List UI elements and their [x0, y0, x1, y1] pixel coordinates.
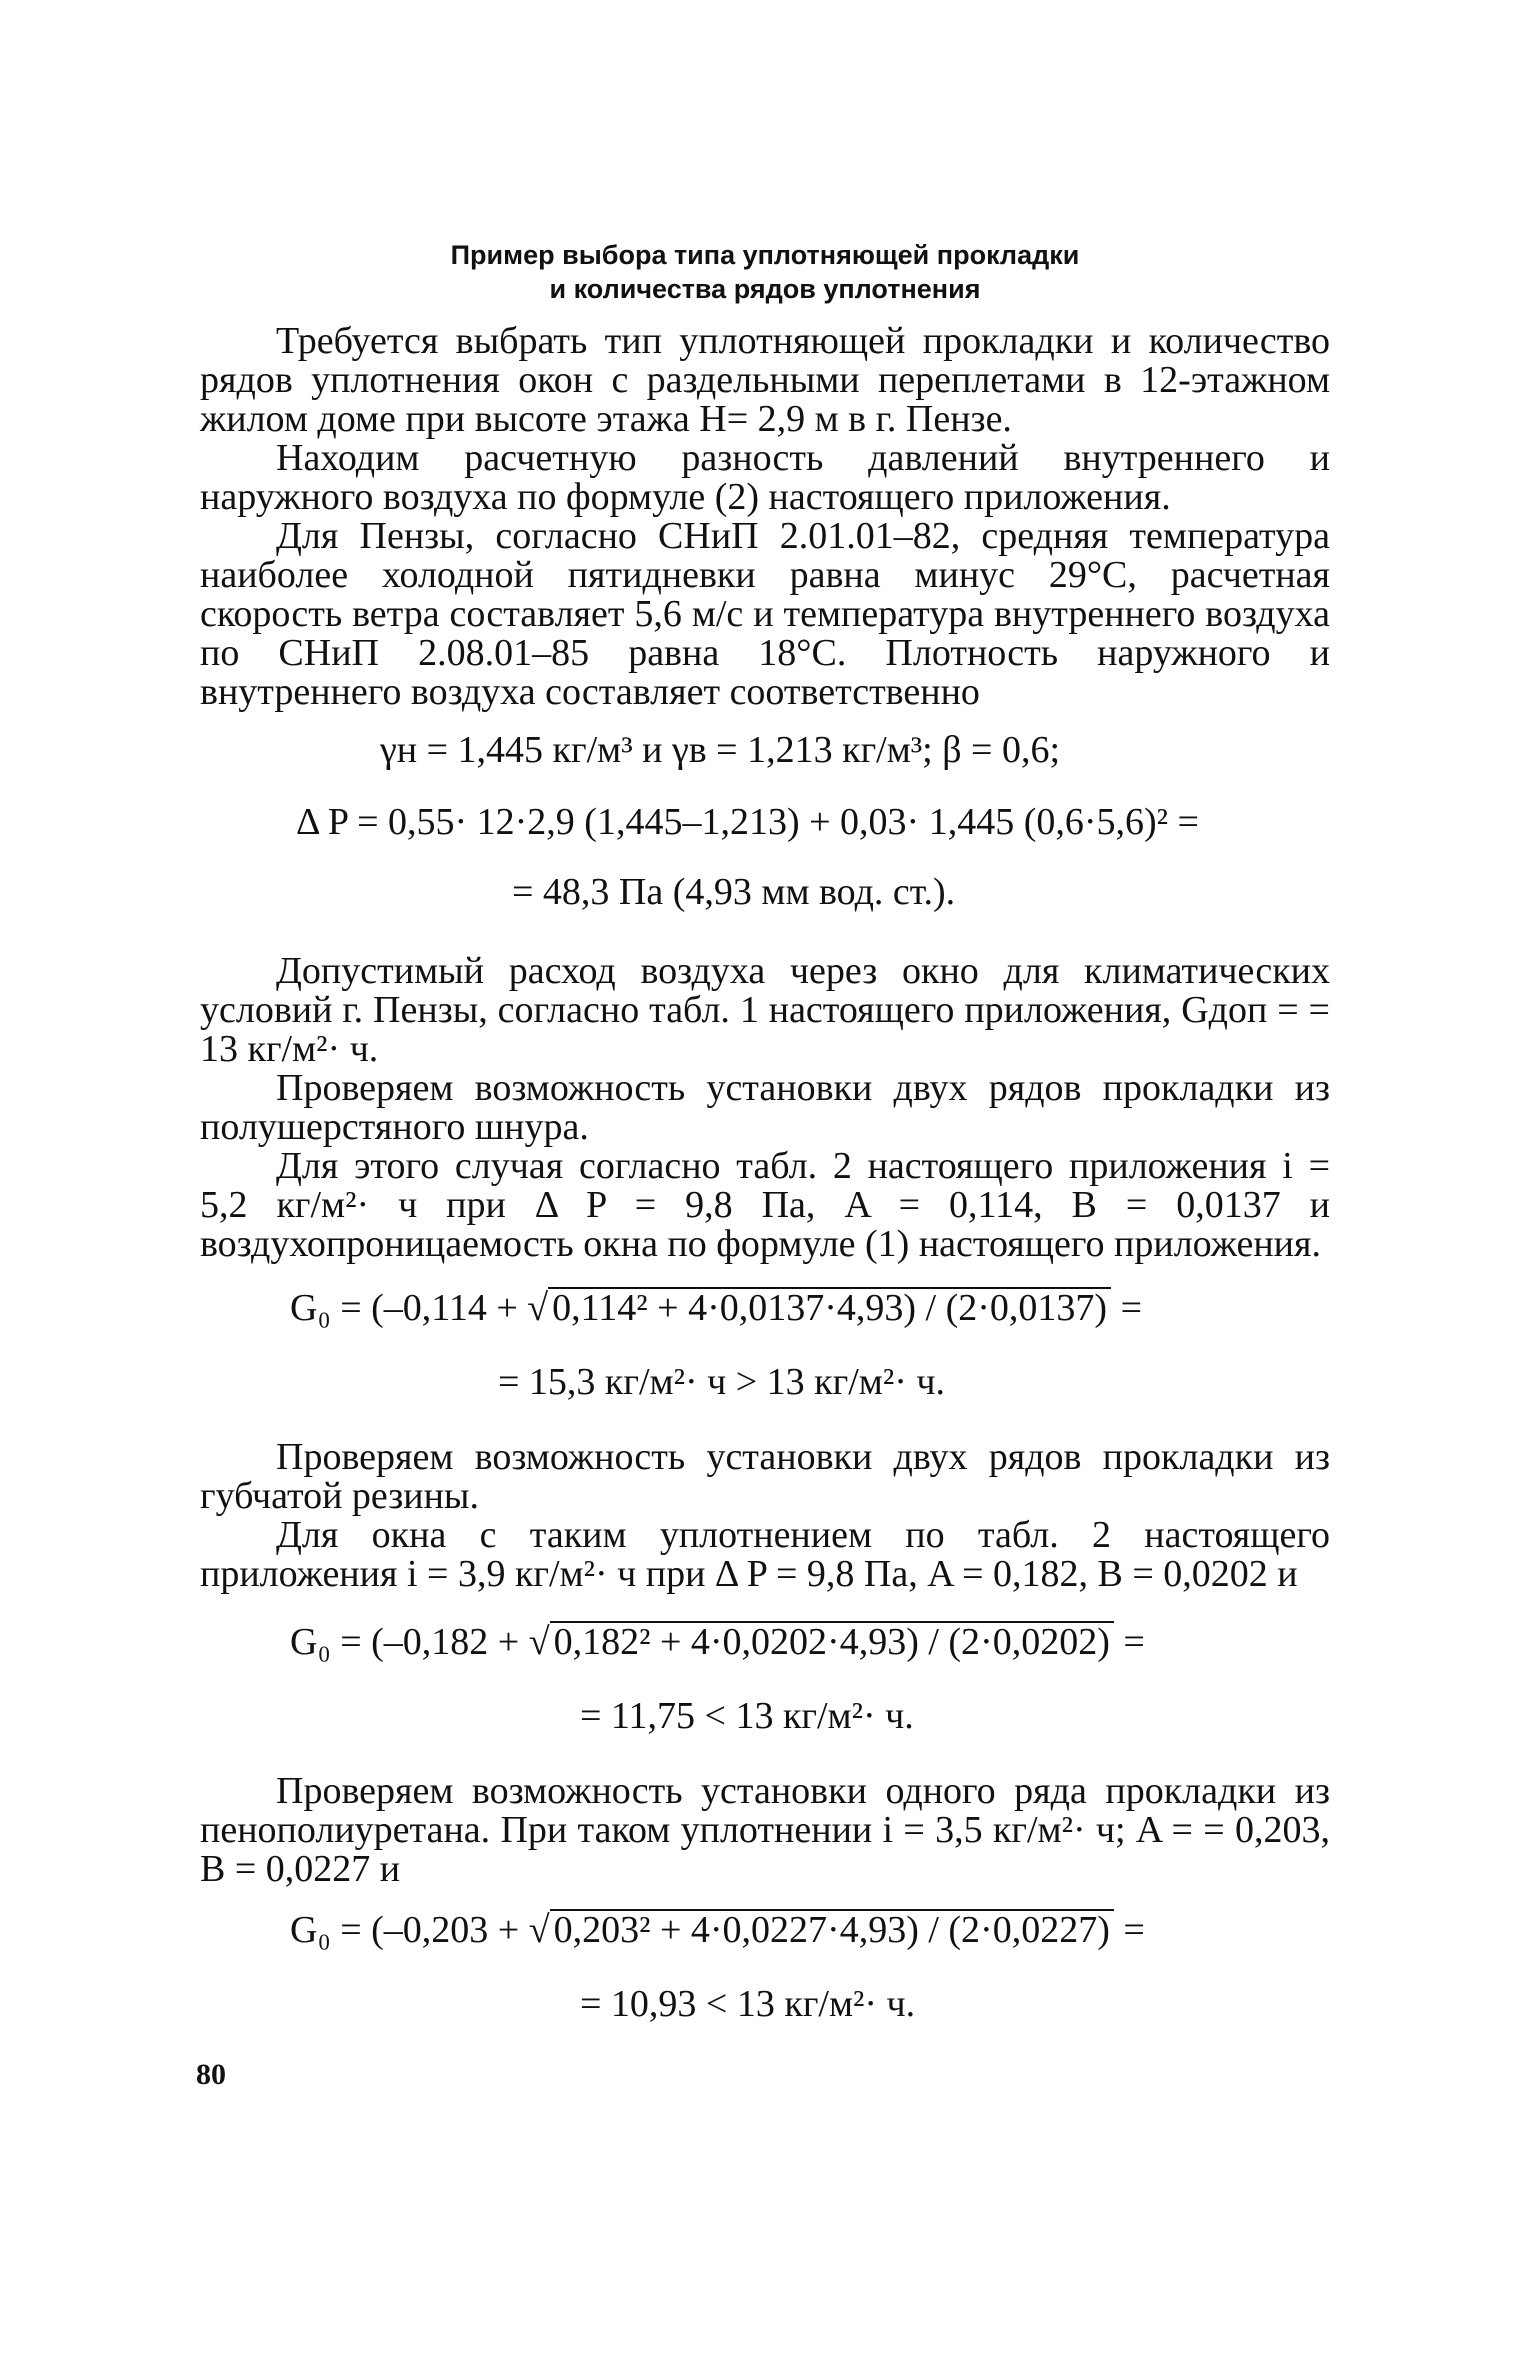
- text-block-1: [200, 322, 1330, 712]
- text-block-3: [200, 1438, 1330, 1594]
- formula-g0-wool-left: G₀ = (–0,114 + √: [290, 1287, 549, 1329]
- paragraph-check-rubber: Проверяем возможность установки двух рядов прокладки из губчатой резины.: [200, 1436, 1330, 1517]
- formula-delta-p: Δ P = 0,55· 12·2,9 (1,445–1,213) + 0,03· 1,445 (0,6·5,6)² =: [296, 801, 1199, 843]
- text-block-4: [200, 1772, 1330, 1889]
- formula-g0-wool-right: =: [1111, 1287, 1142, 1329]
- text-block-2: [200, 952, 1330, 1264]
- page-number: 80: [196, 2058, 226, 2091]
- title-line-2: и количества рядов уплотнения: [549, 274, 981, 304]
- formula-g0-wool-result: = 15,3 кг/м²· ч > 13 кг/м²· ч.: [498, 1361, 945, 1403]
- paragraph-wool-params: Для этого случая согласно табл. 2 настоящего приложения i = 5,2 кг/м²· ч при Δ P = 9,8 Па, A = 0,114, B = 0,0137 и воздухопроницаемость окна по формуле (1) настоящего приложения.: [200, 1145, 1330, 1265]
- formula-delta-p-result: = 48,3 Па (4,93 мм вод. ст.).: [512, 871, 956, 913]
- paragraph-task: Требуется выбрать тип уплотняющей прокладки и количество рядов уплотнения окон с раздельными переплетами в 12-этажном жилом доме при высоте этажа H= 2,9 м в г. Пензе.: [200, 320, 1330, 440]
- formula-g0-rubber-result: = 11,75 < 13 кг/м²· ч.: [580, 1695, 914, 1737]
- formula-g0-polyurethane: [290, 1908, 1145, 1952]
- paragraph-pressure: Находим расчетную разность давлений внутреннего и наружного воздуха по формуле (2) настоящего приложения.: [200, 437, 1330, 518]
- paragraph-climate: Для Пензы, согласно СНиП 2.01.01–82, средняя температура наиболее холодной пятидневки равна минус 29°С, расчетная скорость ветра составляет 5,6 м/с и температура внутреннего воздуха по СНиП 2.08.01–85 равна 18°С. Плотность наружного и внутреннего воздуха составляет соответственно: [200, 515, 1330, 713]
- formula-g0-wool: [290, 1286, 1142, 1330]
- formula-g0-polyurethane-radicand: 0,203² + 4·0,0227·4,93) / (2·0,0227): [550, 1909, 1114, 1949]
- formula-g0-polyurethane-result: = 10,93 < 13 кг/м²· ч.: [580, 1983, 916, 2025]
- section-title: [200, 238, 1330, 306]
- formula-g0-wool-radicand: 0,114² + 4·0,0137·4,93) / (2·0,0137): [548, 1287, 1111, 1327]
- paragraph-check-polyurethane: Проверяем возможность установки одного ряда прокладки из пенополиуретана. При таком уплотнении i = 3,5 кг/м²· ч; A = = 0,203, B = 0,0227 и: [200, 1770, 1330, 1890]
- formula-density: γн = 1,445 кг/м³ и γв = 1,213 кг/м³; β = 0,6;: [380, 729, 1061, 771]
- formula-g0-rubber-left: G₀ = (–0,182 + √: [290, 1621, 550, 1663]
- formula-g0-polyurethane-right: =: [1113, 1909, 1145, 1951]
- formula-g0-rubber-right: =: [1113, 1621, 1145, 1663]
- formula-g0-polyurethane-left: G₀ = (–0,203 + √: [290, 1909, 550, 1951]
- paragraph-rubber-params: Для окна с таким уплотнением по табл. 2 настоящего приложения i = 3,9 кг/м²· ч при Δ P = 9,8 Па, A = 0,182, B = 0,0202 и: [200, 1514, 1330, 1595]
- formula-g0-rubber-radicand: 0,182² + 4·0,0202·4,93) / (2·0,0202): [550, 1621, 1114, 1661]
- formula-g0-rubber: [290, 1620, 1145, 1664]
- title-line-1: Пример выбора типа уплотняющей прокладки: [450, 240, 1080, 270]
- paragraph-allowed-flow: Допустимый расход воздуха через окно для климатических условий г. Пензы, согласно табл. 1 настоящего приложения, Gдоп = = 13 кг/м²· ч.: [200, 950, 1330, 1070]
- paragraph-check-wool: Проверяем возможность установки двух рядов прокладки из полушерстяного шнура.: [200, 1067, 1330, 1148]
